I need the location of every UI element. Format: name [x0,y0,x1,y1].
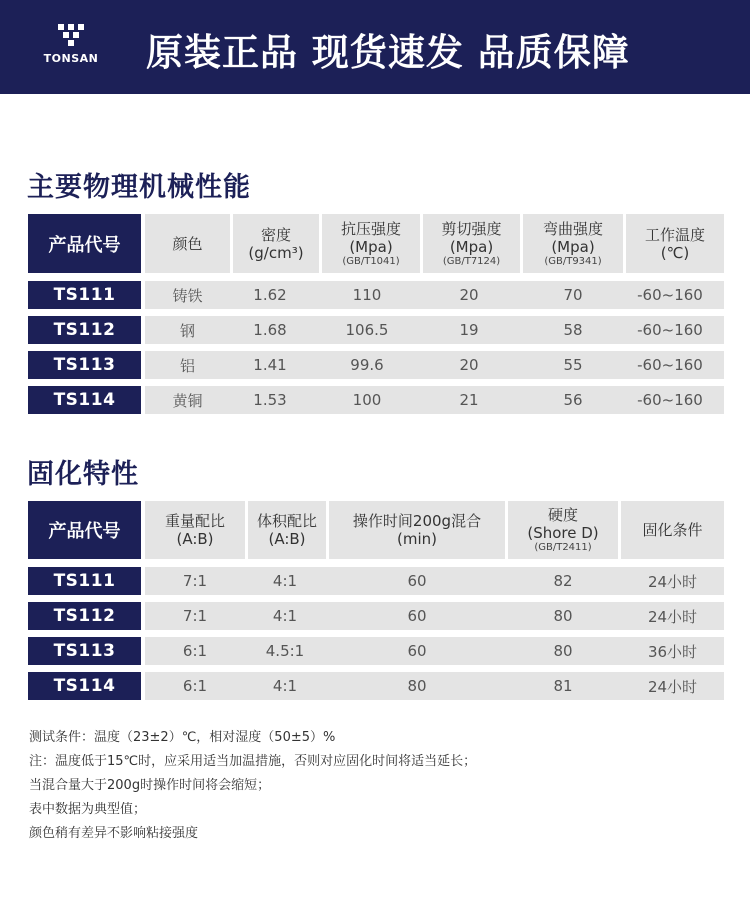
cure-header-code [28,501,141,559]
cure-cell-volume: 4.5:1 [265,642,305,660]
cure-cell-weight: 6:1 [182,642,208,660]
note-typical-values: 表中数据为典型值； [29,802,147,817]
note-temperature: 注：温度低于15℃时，应采用适当加温措施，否则对应固化时间将适当延长； [29,754,477,769]
header-banner [0,0,750,94]
mechanical-section-title: 主要物理机械性能 [27,172,251,203]
mech-cell-shear: 20 [459,356,479,374]
mech-header-temp-name: 工作温度 [644,225,705,244]
cure-header-weight-name: 重量配比 [164,512,225,530]
mech-cell-compressive: 100 [352,391,382,409]
mech-cell-shear: 20 [459,286,479,304]
mech-cell-temp: -60~160 [637,321,703,339]
tonsan-logo-icon [58,24,84,48]
cure-header-hardness-name: 硬度 [547,506,578,524]
mech-cell-compressive: 110 [352,286,382,304]
mech-cell-density: 1.62 [253,286,287,304]
cure-header-pot-unit: (min) [397,530,437,548]
mech-cell-compressive: 106.5 [345,321,389,339]
mech-header-flexural-name: 弯曲强度 [542,219,603,238]
mech-cell-temp: -60~160 [637,356,703,374]
cure-cell-hardness: 80 [553,607,573,625]
mech-header-compressive-name: 抗压强度 [340,219,401,238]
cure-header-volume-unit: (A:B) [268,530,306,548]
note-mix-amount: 当混合量大于200g时操作时间将会缩短； [29,778,271,793]
mech-cell-temp: -60~160 [637,391,703,409]
cure-row-code: TS111 [28,567,141,595]
mech-cell-shear: 19 [459,321,479,339]
cure-cell-volume: 4:1 [272,607,298,625]
mech-cell-density: 1.53 [253,391,287,409]
mech-header-temp [626,214,724,273]
cure-cell-pot: 60 [407,642,427,660]
cure-header-weight-unit: (A:B) [176,530,214,548]
mech-cell-flexural: 58 [563,321,583,339]
mech-cell-temp: -60~160 [637,286,703,304]
cure-header-pot-name: 操作时间200g混合 [352,512,482,530]
cure-cell-pot: 60 [407,607,427,625]
mech-header-density-unit: (g/cm³) [248,243,304,262]
note-test-conditions: 测试条件：温度（23±2）℃，相对湿度（50±5）% [29,730,336,745]
mech-header-flexural-unit: (Mpa) [551,237,595,256]
cure-header-pot-life [329,501,505,559]
note-color-variance: 颜色稍有差异不影响粘接强度 [29,826,199,841]
mech-cell-flexural: 70 [563,286,583,304]
cure-cell-weight: 7:1 [182,572,208,590]
mech-cell-color: 铸铁 [172,286,203,305]
footnotes [29,726,476,846]
cure-cell-pot: 80 [407,677,427,695]
cure-cell-hardness: 80 [553,642,573,660]
mech-header-flexural [523,214,623,273]
mech-cell-flexural: 56 [563,391,583,409]
mech-header-density-name: 密度 [260,225,291,244]
cure-cell-condition: 36小时 [647,642,698,661]
mech-cell-color: 钢 [179,321,195,340]
cure-cell-pot: 60 [407,572,427,590]
logo-text: TONSAN [43,52,99,65]
mech-header-density [233,214,319,273]
mech-header-color-label: 颜色 [172,234,203,253]
cure-header-hardness-unit: (Shore D) [527,524,599,542]
cure-row-code: TS112 [28,602,141,630]
mech-row-code: TS113 [28,351,141,379]
banner-slogan: 原装正品 现货速发 品质保障 [146,31,630,74]
cure-header-volume-name: 体积配比 [256,512,317,530]
mech-header-shear-name: 剪切强度 [441,219,502,238]
mech-header-flexural-std: (GB/T9341) [544,255,602,267]
cure-header-hardness [508,501,618,559]
cure-header-condition [621,501,724,559]
cure-header-code-label: 产品代号 [48,521,121,542]
cure-header-condition-name: 固化条件 [642,521,703,539]
cure-cell-weight: 6:1 [182,677,208,695]
cure-cell-condition: 24小时 [647,677,698,696]
mech-header-compressive-std: (GB/T1041) [342,255,400,267]
curing-section-title: 固化特性 [27,459,139,490]
mech-header-code [28,214,141,273]
mech-header-compressive-unit: (Mpa) [349,237,393,256]
cure-header-volume [248,501,326,559]
cure-cell-volume: 4:1 [272,572,298,590]
mech-header-shear [423,214,520,273]
mech-row-code: TS112 [28,316,141,344]
cure-row-code: TS114 [28,672,141,700]
mech-header-shear-std: (GB/T7124) [442,255,501,267]
mech-row-code: TS111 [28,281,141,309]
cure-header-weight [145,501,245,559]
cure-cell-hardness: 82 [553,572,573,590]
mech-cell-density: 1.68 [253,321,287,339]
mech-header-compressive [322,214,420,273]
cure-cell-condition: 24小时 [647,572,698,591]
cure-cell-volume: 4:1 [272,677,298,695]
mech-cell-color: 黄铜 [172,391,203,410]
mech-header-code-label: 产品代号 [48,234,121,256]
cure-row-code: TS113 [28,637,141,665]
cure-cell-weight: 7:1 [182,607,208,625]
cure-cell-condition: 24小时 [647,607,698,626]
tonsan-logo [36,24,106,74]
cure-cell-hardness: 81 [553,677,573,695]
mech-row-code: TS114 [28,386,141,414]
mech-cell-color: 铝 [179,356,195,375]
mech-cell-density: 1.41 [253,356,287,374]
cure-header-hardness-std: (GB/T2411) [534,542,592,553]
mech-header-color [145,214,230,273]
mech-header-temp-unit: (℃) [660,243,690,262]
mech-cell-compressive: 99.6 [350,356,384,374]
mech-header-shear-unit: (Mpa) [449,237,494,256]
mech-cell-flexural: 55 [563,356,583,374]
mech-cell-shear: 21 [459,391,479,409]
